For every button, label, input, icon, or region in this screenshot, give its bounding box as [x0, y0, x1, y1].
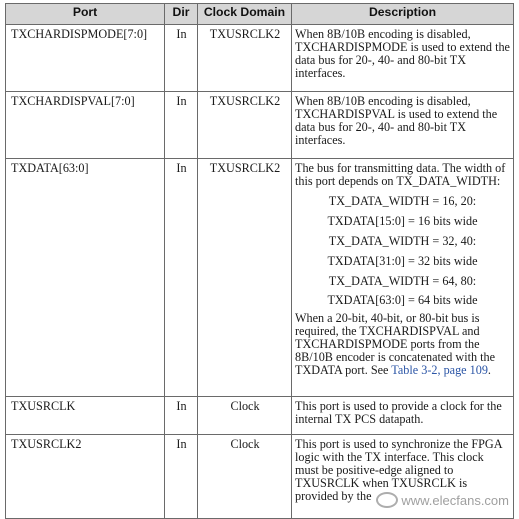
- description-cell: [292, 159, 514, 397]
- table-row: [6, 397, 514, 435]
- elecfans-logo-icon: [376, 492, 398, 508]
- port-column-header: Port: [6, 4, 165, 25]
- width-equation: TX_DATA_WIDTH = 64, 80:: [328, 273, 477, 288]
- dir-cell: In: [165, 435, 198, 519]
- width-equation: TX_DATA_WIDTH = 32, 40:: [328, 233, 477, 248]
- port-cell: TXDATA[63:0]: [6, 159, 165, 397]
- table-row: [6, 159, 514, 397]
- description-column-header: Description: [292, 4, 514, 25]
- description-cell: When 8B/10B encoding is disabled, TXCHARDISPMODE is used to extend the data bus for 20-, 40- and 80-bit TX interfaces.: [292, 25, 514, 92]
- description-outro: [295, 312, 510, 377]
- description-cell: When 8B/10B encoding is disabled, TXCHARDISPVAL is used to extend the data bus for 20-, 40- and 80-bit TX interfaces.: [292, 92, 514, 159]
- dir-cell: In: [165, 159, 198, 397]
- table-header-row: [6, 4, 514, 25]
- description-outro-text: When a 20-bit, 40-bit, or 80-bit bus is required, the TXCHARDISPVAL and TXCHARDISPMODE ports from the 8B/10B encoder is concatenated with the TXDATA port. See: [295, 310, 496, 377]
- clock-domain-cell: Clock: [198, 435, 292, 519]
- dir-cell: In: [165, 397, 198, 435]
- port-cell: TXUSRCLK: [6, 397, 165, 435]
- port-cell: TXUSRCLK2: [6, 435, 165, 519]
- dir-cell: In: [165, 25, 198, 92]
- port-description-table: [5, 3, 514, 519]
- watermark-text: www.elecfans.com: [401, 492, 509, 508]
- description-end: .: [487, 362, 491, 377]
- clock-domain-cell: TXUSRCLK2: [198, 92, 292, 159]
- port-cell: TXCHARDISPMODE[7:0]: [6, 25, 165, 92]
- table-row: [6, 92, 514, 159]
- width-equation: TX_DATA_WIDTH = 16, 20:: [328, 193, 477, 208]
- width-equation: TXDATA[15:0] = 16 bits wide: [327, 213, 478, 228]
- clock-domain-cell: Clock: [198, 397, 292, 435]
- width-equation: TXDATA[31:0] = 32 bits wide: [327, 253, 478, 268]
- dir-cell: In: [165, 92, 198, 159]
- description-intro: The bus for transmitting data. The width of this port depends on TX_DATA_WIDTH:: [295, 161, 506, 189]
- dir-column-header: Dir: [165, 4, 198, 25]
- width-equation: TXDATA[63:0] = 64 bits wide: [327, 293, 478, 308]
- port-cell: TXCHARDISPVAL[7:0]: [6, 92, 165, 159]
- table-reference-link[interactable]: Table 3-2, page 109: [391, 362, 488, 377]
- watermark: [376, 492, 509, 508]
- clock-domain-cell: TXUSRCLK2: [198, 25, 292, 92]
- description-cell: This port is used to synchronize the FPGA logic with the TX interface. This clock must be positive-edge aligned to TXUSRCLK when TXUSRCLK is provided by the: [292, 435, 514, 519]
- clock-domain-column-header: Clock Domain: [198, 4, 292, 25]
- description-cell: This port is used to provide a clock for the internal TX PCS datapath.: [292, 397, 514, 435]
- clock-domain-cell: TXUSRCLK2: [198, 159, 292, 397]
- table-row: [6, 25, 514, 92]
